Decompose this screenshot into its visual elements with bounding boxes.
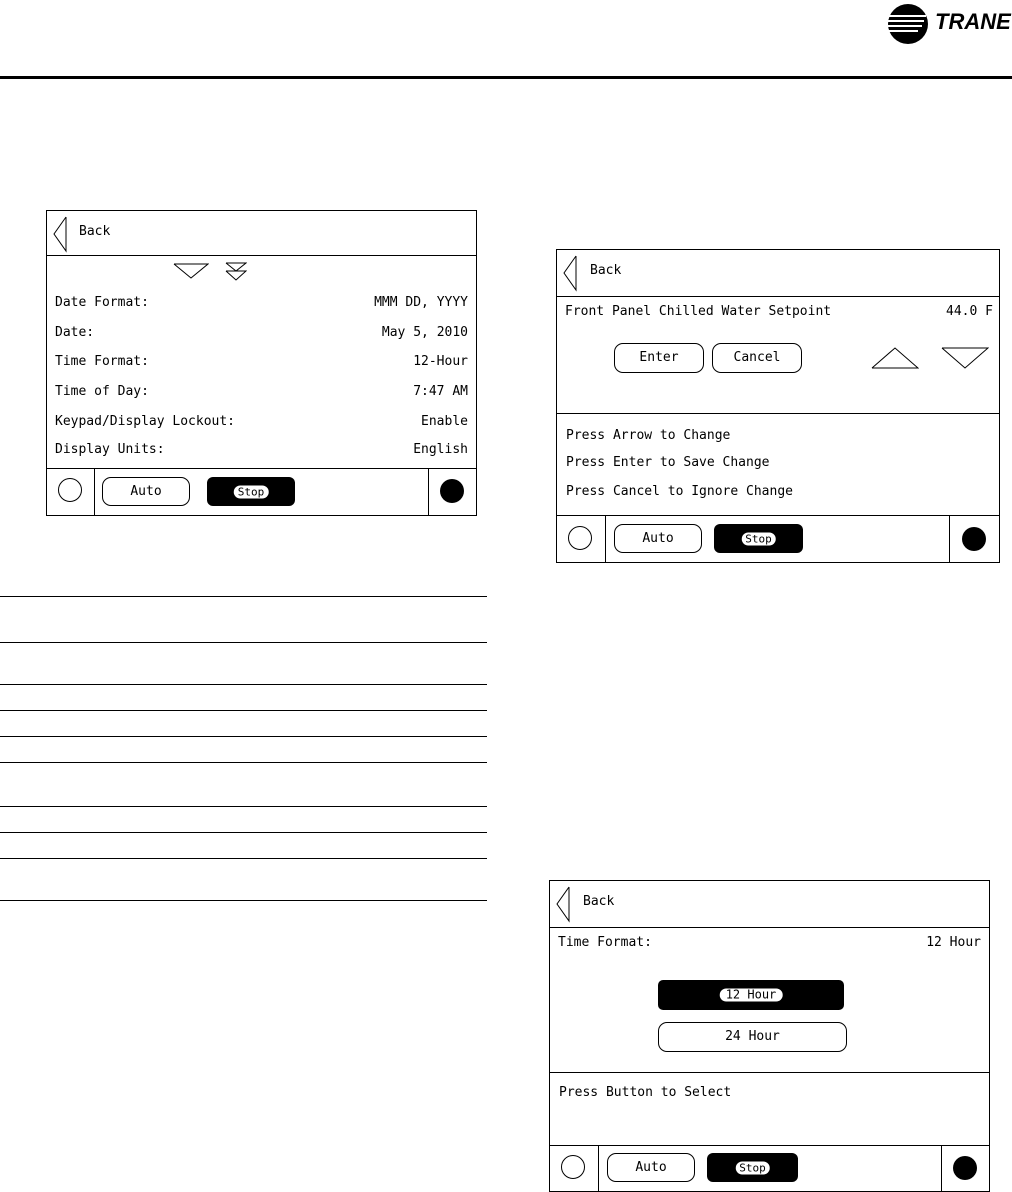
- row-value: May 5, 2010: [381, 325, 468, 340]
- status-indicator[interactable]: [440, 479, 464, 503]
- auto-button[interactable]: Auto: [607, 1153, 695, 1182]
- back-bar[interactable]: [47, 211, 476, 255]
- row-label: Display Units:: [55, 442, 165, 457]
- row-label: Keypad/Display Lockout:: [55, 414, 236, 429]
- settings-row[interactable]: [47, 412, 476, 432]
- table-rule: [0, 642, 487, 643]
- back-arrow-icon[interactable]: [562, 254, 578, 292]
- table-rule: [0, 832, 487, 833]
- cancel-button[interactable]: Cancel: [712, 343, 802, 373]
- header-divider: [0, 76, 1012, 79]
- status-indicator[interactable]: [962, 527, 986, 551]
- decrease-arrow-icon[interactable]: [941, 347, 989, 369]
- help-text: Press Enter to Save Change: [566, 455, 770, 470]
- stop-label: Stop: [234, 485, 269, 498]
- table-rule: [0, 710, 487, 711]
- setting-label: Front Panel Chilled Water Setpoint: [565, 304, 832, 319]
- alarm-indicator[interactable]: [568, 526, 592, 550]
- bottom-bar: [47, 468, 476, 515]
- help-text: Press Arrow to Change: [566, 428, 731, 443]
- help-text: Press Cancel to Ignore Change: [566, 484, 793, 499]
- bottom-bar: [557, 515, 999, 562]
- setpoint-panel: [556, 249, 1000, 563]
- table-rule: [0, 806, 487, 807]
- option-24-hour-button[interactable]: 24 Hour: [658, 1022, 847, 1052]
- back-label[interactable]: Back: [590, 263, 622, 278]
- row-value: English: [413, 442, 468, 457]
- settings-row[interactable]: [47, 293, 476, 313]
- auto-button[interactable]: Auto: [614, 524, 702, 553]
- stop-button[interactable]: [707, 1153, 798, 1182]
- stop-button[interactable]: [714, 524, 803, 553]
- table-rule: [0, 900, 487, 901]
- row-value: 12-Hour: [413, 354, 468, 369]
- settings-panel: [46, 210, 477, 516]
- table-rule: [0, 596, 487, 597]
- table-rule: [0, 684, 487, 685]
- stop-label: Stop: [741, 532, 776, 545]
- help-text: Press Button to Select: [559, 1085, 732, 1100]
- row-value: 7:47 AM: [413, 384, 468, 399]
- row-label: Date:: [55, 325, 95, 340]
- option-label: 12 Hour: [720, 989, 783, 1002]
- back-arrow-icon[interactable]: [52, 215, 68, 253]
- settings-row[interactable]: [47, 440, 476, 460]
- alarm-indicator[interactable]: [58, 478, 82, 502]
- row-value: Enable: [421, 414, 468, 429]
- scroll-down-icon[interactable]: [173, 263, 209, 279]
- settings-row[interactable]: [47, 352, 476, 372]
- row-label: Time Format:: [55, 354, 149, 369]
- time-format-panel: [549, 880, 990, 1192]
- stop-button[interactable]: [207, 477, 295, 506]
- scroll-to-bottom-icon[interactable]: [225, 262, 247, 282]
- settings-row[interactable]: [47, 382, 476, 402]
- bottom-bar: [550, 1145, 989, 1191]
- row-label: Date Format:: [55, 295, 149, 310]
- back-arrow-icon[interactable]: [555, 885, 571, 923]
- auto-button[interactable]: Auto: [102, 477, 190, 506]
- alarm-indicator[interactable]: [561, 1155, 585, 1179]
- trane-logo: [886, 2, 1012, 42]
- setting-value: 12 Hour: [926, 935, 981, 950]
- back-bar[interactable]: [550, 881, 989, 927]
- row-label: Time of Day:: [55, 384, 149, 399]
- row-value: MMM DD, YYYY: [374, 295, 468, 310]
- table-rule: [0, 762, 487, 763]
- setting-value: 44.0 F: [946, 304, 993, 319]
- option-12-hour-button[interactable]: [658, 980, 844, 1010]
- table-rule: [0, 736, 487, 737]
- table-rule: [0, 858, 487, 859]
- setting-label: Time Format:: [558, 935, 652, 950]
- stop-label: Stop: [735, 1161, 770, 1174]
- increase-arrow-icon[interactable]: [871, 347, 919, 369]
- back-label[interactable]: Back: [79, 224, 111, 239]
- status-indicator[interactable]: [953, 1156, 977, 1180]
- trane-emblem-icon: [886, 2, 930, 46]
- enter-button[interactable]: Enter: [614, 343, 704, 373]
- brand-name: TRANE: [935, 9, 1011, 34]
- back-bar[interactable]: [557, 250, 999, 296]
- back-label[interactable]: Back: [583, 894, 615, 909]
- settings-row[interactable]: [47, 323, 476, 343]
